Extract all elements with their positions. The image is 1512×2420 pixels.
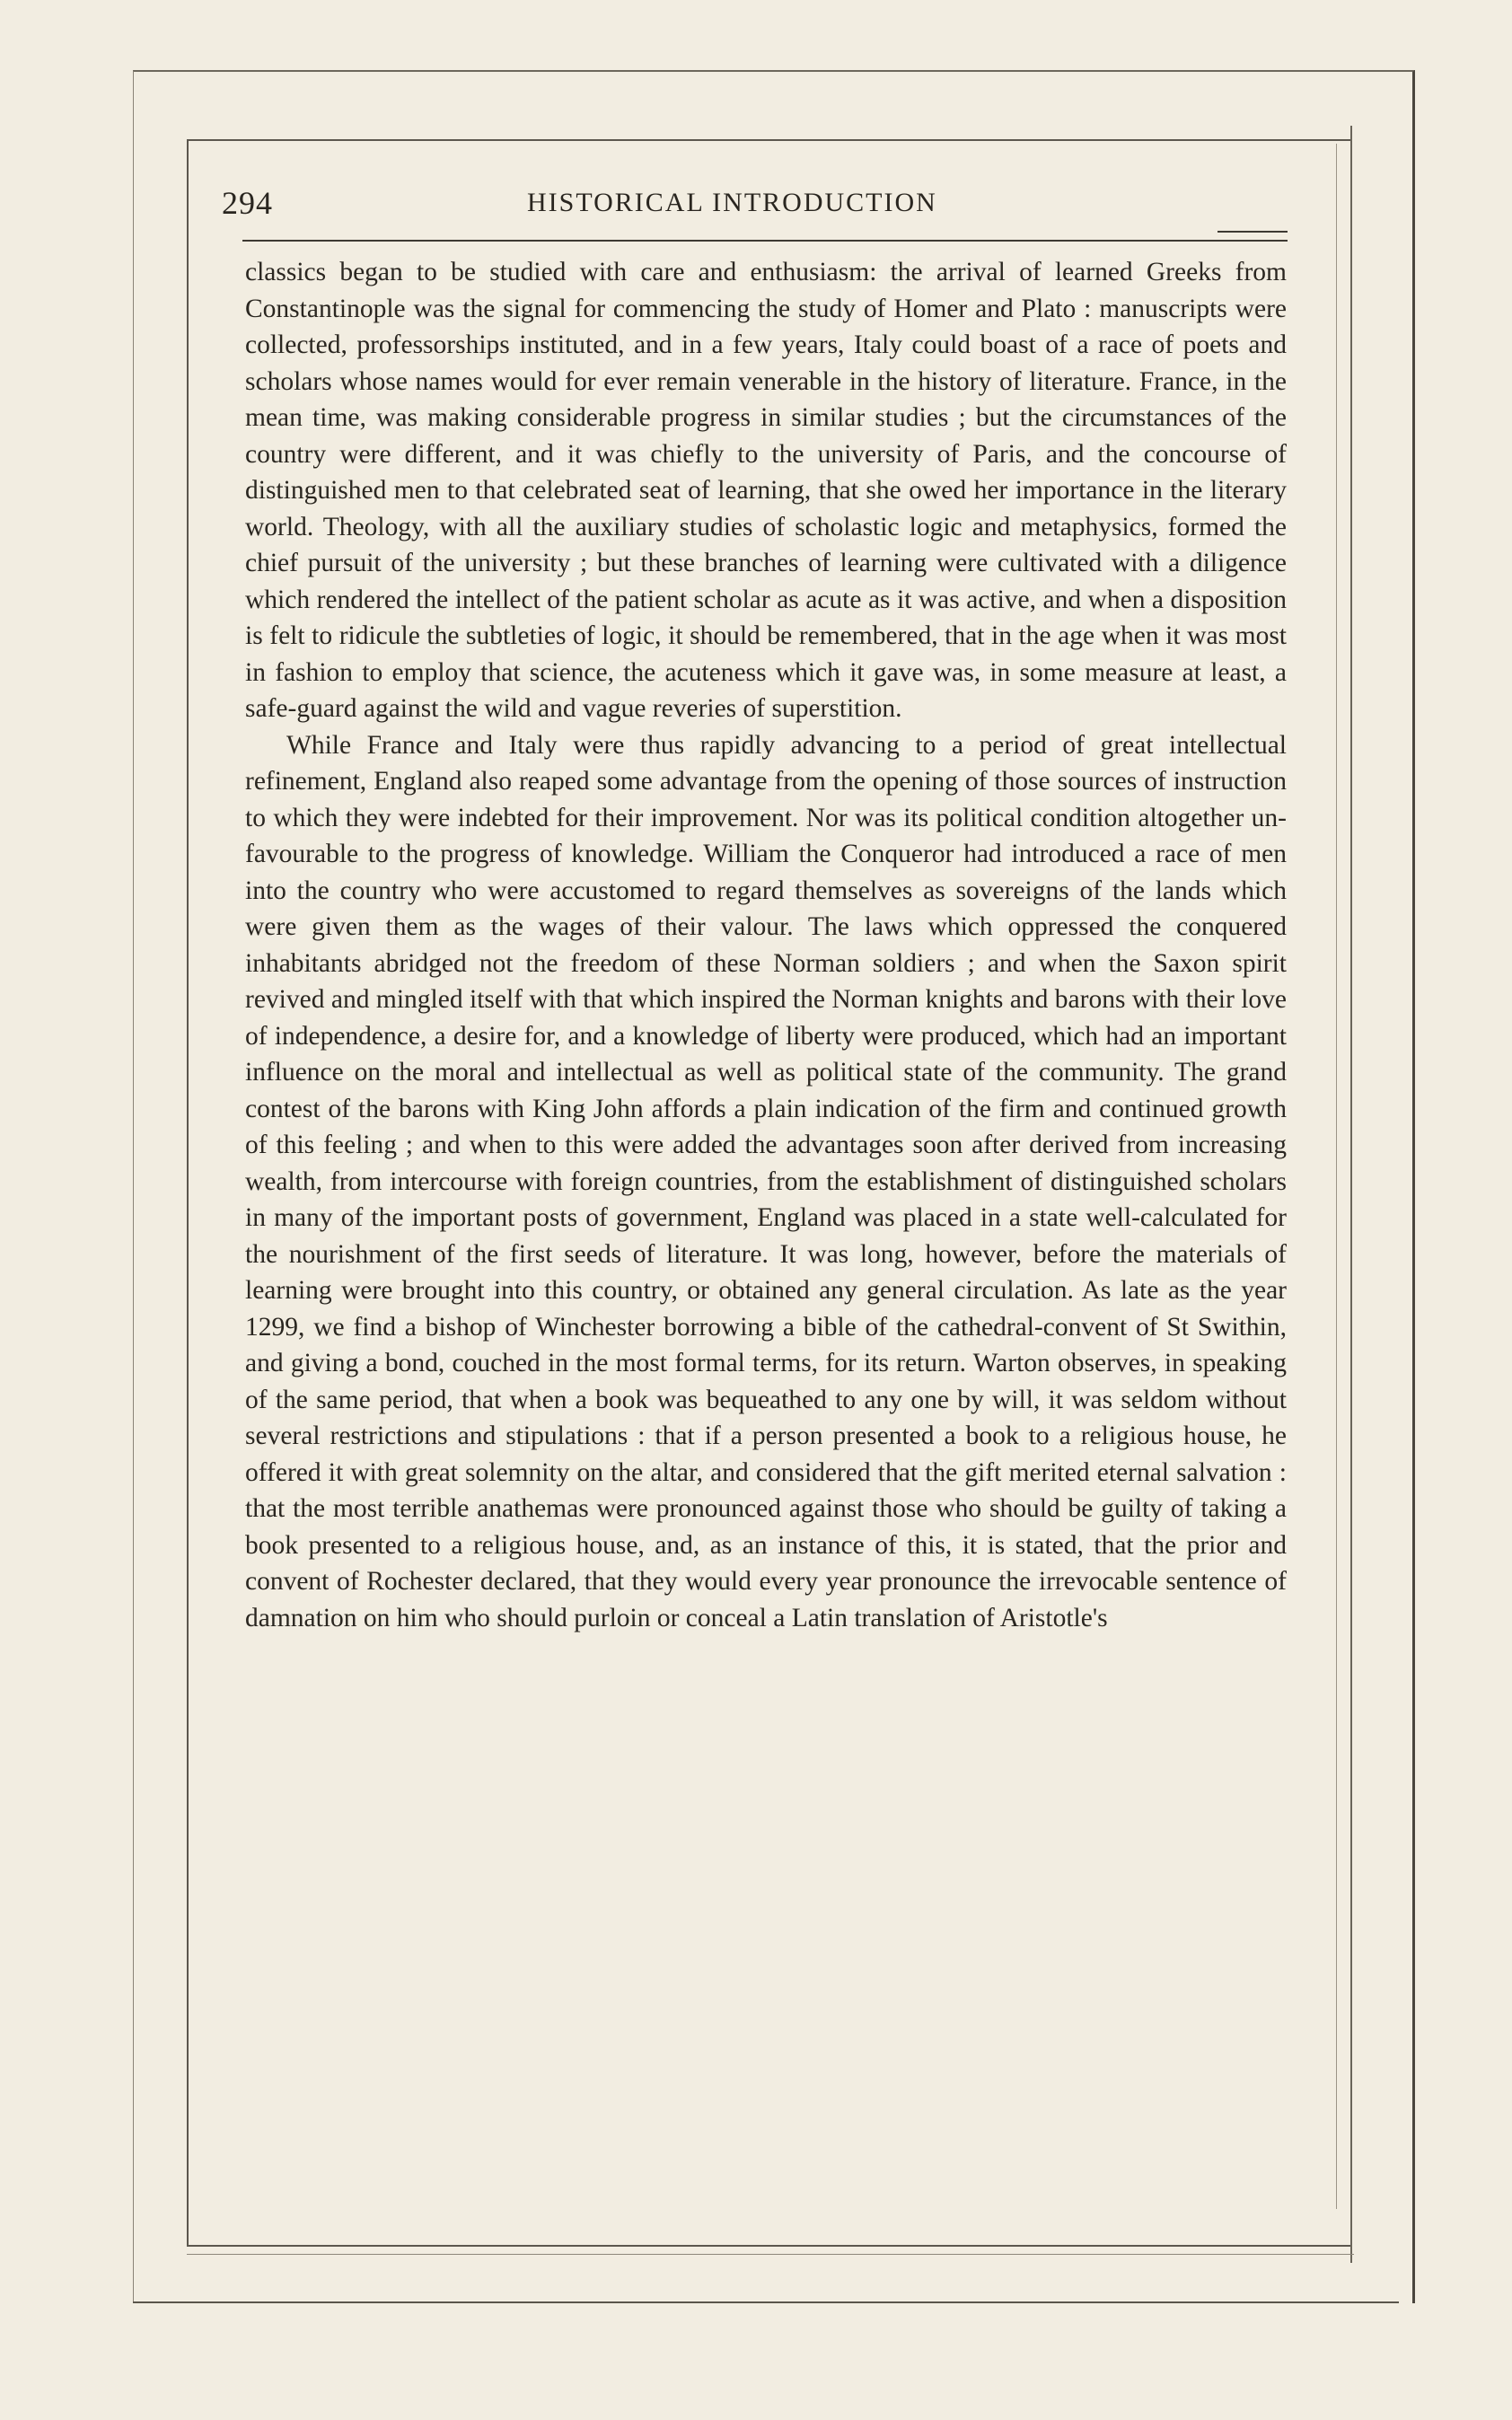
running-title: HISTORICAL INTRODUCTION: [527, 188, 937, 217]
paragraph-england: While France and Italy were thus rapidly advancing to a period of great intellectual refinement, England also reaped some advantage from the opening of those sources of instruction to which they were indebted for their improvement. Nor was its political condition altogether unfavourable to the progress of knowledge. William the Conqueror had introduced a race of men into the country who were accustomed to regard themselves as sovereigns of the lands which were given them as the wages of their valour. The laws which oppressed the conquered inhabitants abridged not the freedom of these Norman soldiers ; and when the Saxon spirit revived and mingled itself with that which inspired the Norman knights and barons with their love of independence, a desire for, and a knowledge of liberty were produced, which had an important influence on the moral and intellectual as well as political state of the community. The grand contest of the barons with King John affords a plain indication of the firm and continued growth of this feeling ; and when to this were added the advantages soon after derived from increasing wealth, from intercourse with foreign countries, from the establishment of distinguished scholars in many of the important posts of government, England was placed in a state well-calculated for the nourishment of the first seeds of literature. It was long, however, before the materials of learning were brought into this country, or obtained any general circulation. As late as the year 1299, we find a bishop of Winchester borrowing a bible of the cathedral-convent of St Swithin, and giving a bond, couched in the most formal terms, for its return. Warton observes, in speaking of the same period, that when a book was bequeathed to any one by will, it was seldom without several restrictions and stipulations : that if a person presented a book to a religious house, he offered it with great solemnity on the altar, and considered that the gift merited eternal salvation : that the most terrible anathemas were pronounced against those who should be guilty of taking a book presented to a religious house, and, as an instance of this, it is stated, that the prior and convent of Rochester declared, that they would every year pronounce the irrevocable sentence of damnation on him who should purloin or conceal a Latin translation of Aristotle's: [245, 730, 1287, 1632]
page-number: 294: [222, 185, 273, 221]
running-head-rule: [242, 240, 1288, 242]
paragraph-classics: classics began to be studied with care and enthusiasm: the arrival of learned Greeks from Constantinople was the signal for commencing the study of Homer and Plato : manuscripts were collected, professorships instituted, and in a few years, Italy could boast of a race of poets and scholars whose names would for ever remain venerable in the history of literature. France, in the mean time, was making considerable progress in similar studies ; but the circumstances of the country were different, and it was chiefly to the university of Paris, and the concourse of distinguished men to that celebrated seat of learning, that she owed her importance in the literary world. Theology, with all the auxiliary studies of scholastic logic and metaphysics, formed the chief pursuit of the university ; but these branches of learning were cultivated with a diligence which rendered the intellect of the patient scholar as acute as it was active, and when a disposition is felt to ridicule the subtleties of logic, it should be remembered, that in the age when it was most in fashion to employ that science, the acuteness which it gave was, in some measure at least, a safe-guard against the wild and vague reveries of superstition.: [245, 258, 1287, 723]
running-head-rule-tail: [1218, 231, 1288, 233]
inner-frame-right-rule: [1350, 126, 1352, 2263]
inner-frame-right-hairline: [1336, 144, 1337, 2209]
running-head: [222, 184, 1344, 234]
body-text: [245, 254, 1287, 2149]
inner-frame-bottom-hairline: [187, 2254, 1354, 2255]
outer-frame-bottom-rule: [133, 2301, 1399, 2303]
